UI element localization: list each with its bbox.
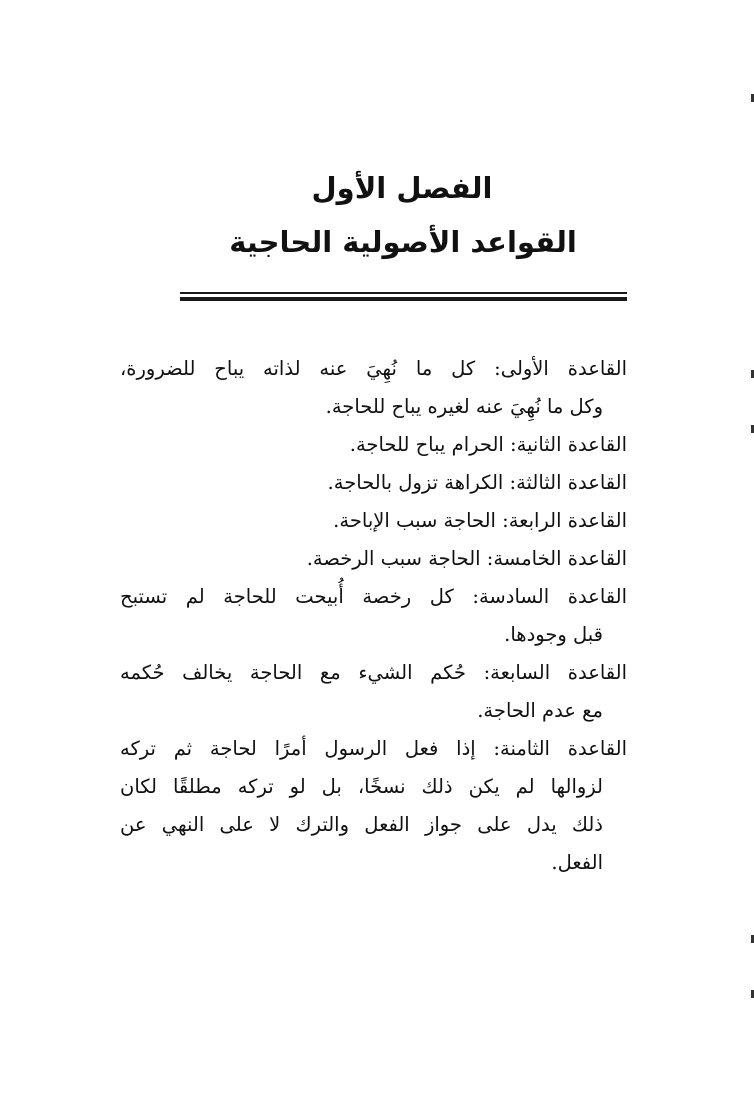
- rule-7-line-2: مع عدم الحاجة.: [477, 699, 603, 722]
- rule-8-line-3: ذلك يدل على جواز الفعل والترك لا على النهي عن: [120, 813, 603, 836]
- rule-8-line-2: لزوالها لم يكن ذلك نسخًا، بل لو تركه مطلقًا لكان: [120, 775, 603, 798]
- rule-6-line-1: القاعدة السادسة: كل رخصة أُبيحت للحاجة لم تستبح: [120, 585, 627, 608]
- rule-8-line-4: الفعل.: [551, 851, 603, 874]
- rule-2-line-1: القاعدة الثانية: الحرام يباح للحاجة.: [349, 433, 627, 456]
- rule-3-line-1: القاعدة الثالثة: الكراهة تزول بالحاجة.: [327, 471, 627, 494]
- chapter-label: الفصل الأول: [311, 171, 493, 205]
- rule-4-line-1: القاعدة الرابعة: الحاجة سبب الإباحة.: [333, 509, 627, 532]
- rules-list: [120, 350, 627, 882]
- rule-8-line-1: القاعدة الثامنة: إذا فعل الرسول أمرًا لحاجة ثم تركه: [120, 737, 627, 760]
- rule-7-line-1: القاعدة السابعة: حُكم الشيء مع الحاجة يخالف حُكمه: [120, 661, 627, 684]
- rule-1-line-1: القاعدة الأولى: كل ما نُهِيَ عنه لذاته يباح للضرورة،: [120, 357, 627, 380]
- rule-1-line-2: وكل ما نُهِيَ عنه لغيره يباح للحاجة.: [325, 395, 603, 418]
- rule-5-line-1: القاعدة الخامسة: الحاجة سبب الرخصة.: [306, 547, 627, 570]
- divider-rule-thin: [180, 292, 627, 294]
- divider-rule-thick: [180, 297, 627, 301]
- chapter-title: القواعد الأصولية الحاجية: [229, 225, 577, 259]
- rule-6-line-2: قبل وجودها.: [504, 623, 603, 646]
